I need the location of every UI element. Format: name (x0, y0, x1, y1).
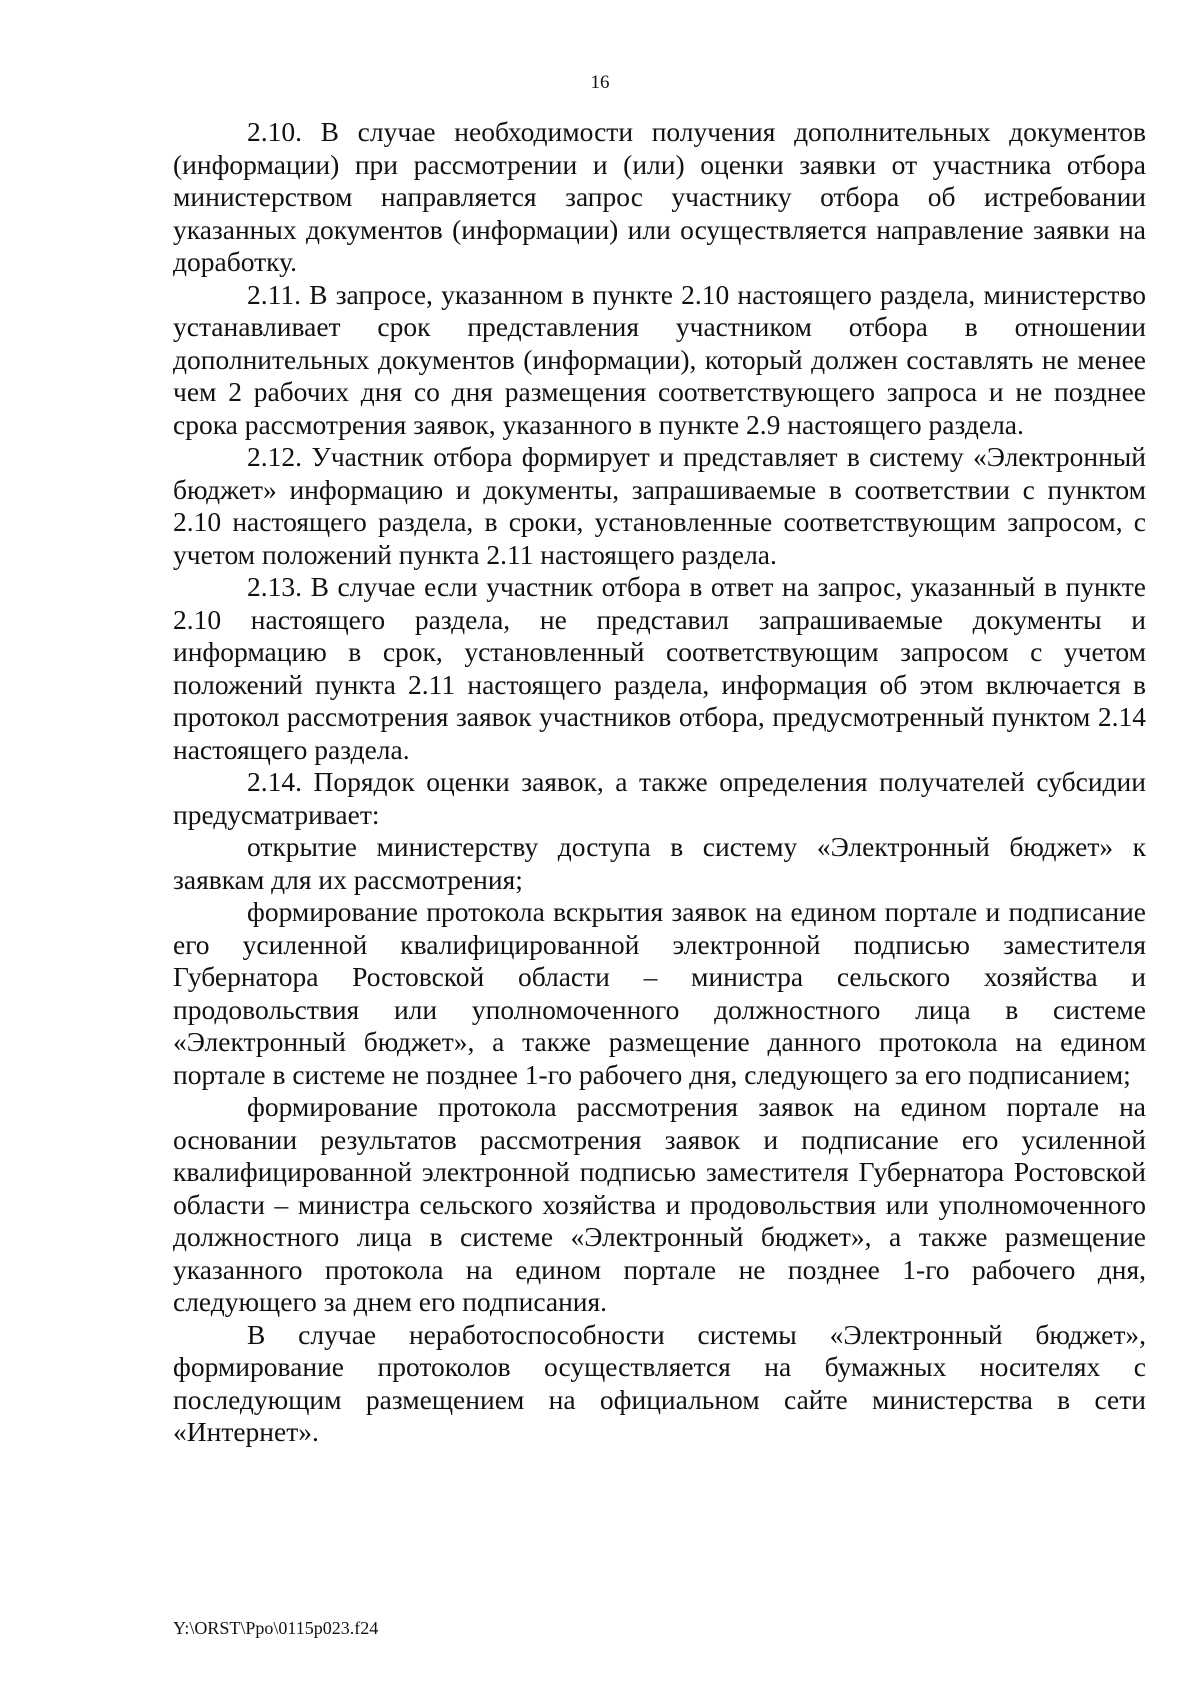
paragraph-system-failure: В случае неработоспособности системы «Электронный бюджет», формирование протоколов осуществляется на бумажных носителях с последующим размещением на официальном сайте министерства в сети «Интернет». (173, 1318, 1146, 1447)
paragraph-2-14: 2.14. Порядок оценки заявок, а также определения получателей субсидии предусматривает: (173, 766, 1146, 830)
page-number: 16 (590, 72, 610, 93)
paragraph-2-13: 2.13. В случае если участник отбора в ответ на запрос, указанный в пункте 2.10 настоящего раздела, не представил запрашиваемые документы и информацию в срок, установленный соответствующим запросом с учетом положений пункта 2.11 настоящего раздела, информация об этом включается в протокол рассмотрения заявок участников отбора, предусмотренный пунктом 2.14 настоящего раздела. (173, 571, 1146, 765)
paragraph-2-10: 2.10. В случае необходимости получения дополнительных документов (информации) при рассмотрении и (или) оценки заявки от участника отбора министерством направляется запрос участнику отбора об истребовании указанных документов (информации) или осуществляется направление заявки на доработку. (173, 116, 1146, 277)
paragraph-access-opening: открытие министерству доступа в систему «Электронный бюджет» к заявкам для их рассмотрения; (173, 831, 1146, 895)
paragraph-2-11: 2.11. В запросе, указанном в пункте 2.10 настоящего раздела, министерство устанавливает срок представления участником отбора в отношении дополнительных документов (информации), который должен составлять не менее чем 2 рабочих дня со дня размещения соответствующего запроса и не позднее срока рассмотрения заявок, указанного в пункте 2.9 настоящего раздела. (173, 278, 1146, 440)
document-body (173, 116, 1146, 1449)
footer-file-path: Y:\ORST\Ppo\0115p023.f24 (173, 1618, 379, 1638)
paragraph-review-protocol: формирование протокола рассмотрения заявок на едином портале на основании результатов рассмотрения заявок и подписание его усиленной квалифицированной электронной подписью заместителя Губернатора Ростовской области – министра сельского хозяйства и продовольствия или уполномоченного должностного лица в системе «Электронный бюджет», а также размещение указанного протокола на едином портале не позднее 1-го рабочего дня, следующего за днем его подписания. (173, 1091, 1146, 1317)
paragraph-2-12: 2.12. Участник отбора формирует и представляет в систему «Электронный бюджет» информацию и документы, запрашиваемые в соответствии с пунктом 2.10 настоящего раздела, в сроки, установленные соответствующим запросом, с учетом положений пункта 2.11 настоящего раздела. (173, 441, 1146, 570)
paragraph-opening-protocol: формирование протокола вскрытия заявок на едином портале и подписание его усиленной квалифицированной электронной подписью заместителя Губернатора Ростовской области – министра сельского хозяйства и продовольствия или уполномоченного должностного лица в системе «Электронный бюджет», а также размещение данного протокола на едином портале в системе не позднее 1-го рабочего дня, следующего за его подписанием; (173, 896, 1146, 1090)
